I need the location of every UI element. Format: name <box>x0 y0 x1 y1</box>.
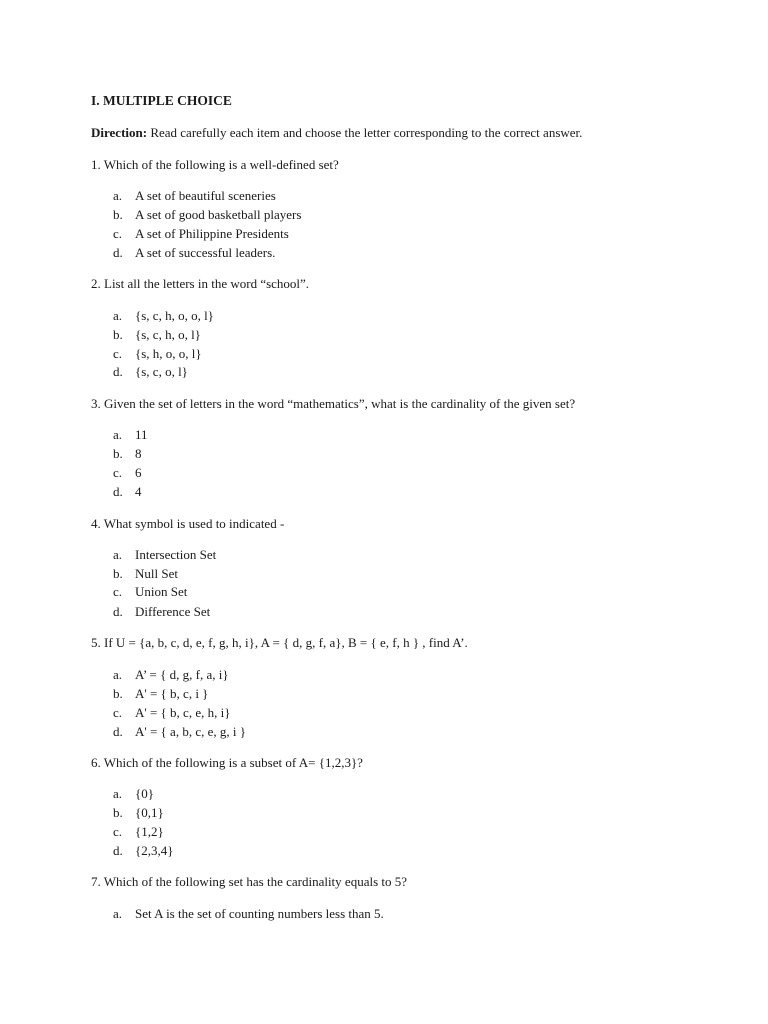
question-6-text: 6. Which of the following is a subset of A= {1,2,3}? <box>91 755 363 770</box>
question-1-text: 1. Which of the following is a well-defined set? <box>91 157 339 172</box>
option-letter: c. <box>113 584 123 599</box>
option-text: A' = { a, b, c, e, g, i } <box>135 724 246 739</box>
option-letter: b. <box>113 446 123 461</box>
option-letter: c. <box>113 346 123 361</box>
option-letter: c. <box>113 705 123 720</box>
option-letter: a. <box>113 188 123 203</box>
option-letter: a. <box>113 667 123 682</box>
option-letter: d. <box>113 724 123 739</box>
option-text: A set of successful leaders. <box>135 245 276 260</box>
option-letter: b. <box>113 566 123 581</box>
option-letter: c. <box>113 226 123 241</box>
option-text: A set of good basketball players <box>135 207 302 222</box>
option-text: A set of Philippine Presidents <box>135 226 289 241</box>
option-letter: b. <box>113 327 123 342</box>
option-text: {2,3,4} <box>135 843 174 858</box>
option-text: A' = { b, c, e, h, i} <box>135 705 231 720</box>
option-letter: d. <box>113 604 123 619</box>
question-2-text: 2. List all the letters in the word “school”. <box>91 276 310 291</box>
direction-label: Direction: <box>91 125 148 140</box>
option-text: Null Set <box>135 566 178 581</box>
option-text: Difference Set <box>135 604 211 619</box>
option-text: {1,2} <box>135 824 164 839</box>
option-letter: a. <box>113 547 123 562</box>
option-text: A’ = { d, g, f, a, i} <box>135 667 229 682</box>
option-letter: d. <box>113 245 123 260</box>
option-text: Union Set <box>135 584 188 599</box>
section-heading: I. MULTIPLE CHOICE <box>91 93 232 108</box>
option-letter: b. <box>113 805 123 820</box>
option-text: 6 <box>135 465 142 480</box>
question-5-text: 5. If U = {a, b, c, d, e, f, g, h, i}, A = { d, g, f, a}, B = { e, f, h } , find A’. <box>91 635 468 650</box>
option-text: {s, h, o, o, l} <box>135 346 202 361</box>
option-letter: a. <box>113 906 123 921</box>
option-letter: c. <box>113 824 123 839</box>
option-text: {0} <box>135 786 154 801</box>
option-letter: a. <box>113 427 123 442</box>
option-text: {s, c, h, o, l} <box>135 327 201 342</box>
option-text: Set A is the set of counting numbers less than 5. <box>135 906 384 921</box>
option-text: 4 <box>135 484 142 499</box>
direction-line <box>91 125 582 141</box>
option-text: 8 <box>135 446 142 461</box>
question-4-text: 4. What symbol is used to indicated - <box>91 516 285 531</box>
option-text: A set of beautiful sceneries <box>135 188 276 203</box>
question-7-text: 7. Which of the following set has the cardinality equals to 5? <box>91 874 408 889</box>
direction-text: Read carefully each item and choose the letter corresponding to the correct answer. <box>147 125 583 140</box>
option-text: A' = { b, c, i } <box>135 686 209 701</box>
option-letter: d. <box>113 843 123 858</box>
option-letter: c. <box>113 465 123 480</box>
option-text: {s, c, h, o, o, l} <box>135 308 214 323</box>
option-letter: d. <box>113 484 123 499</box>
option-text: {0,1} <box>135 805 164 820</box>
option-text: {s, c, o, l} <box>135 364 188 379</box>
option-text: 11 <box>135 427 148 442</box>
option-letter: a. <box>113 308 123 323</box>
option-letter: b. <box>113 686 123 701</box>
option-letter: a. <box>113 786 123 801</box>
option-text: Intersection Set <box>135 547 217 562</box>
option-letter: d. <box>113 364 123 379</box>
option-letter: b. <box>113 207 123 222</box>
question-3-text: 3. Given the set of letters in the word “mathematics”, what is the cardinality of the given set? <box>91 396 576 411</box>
